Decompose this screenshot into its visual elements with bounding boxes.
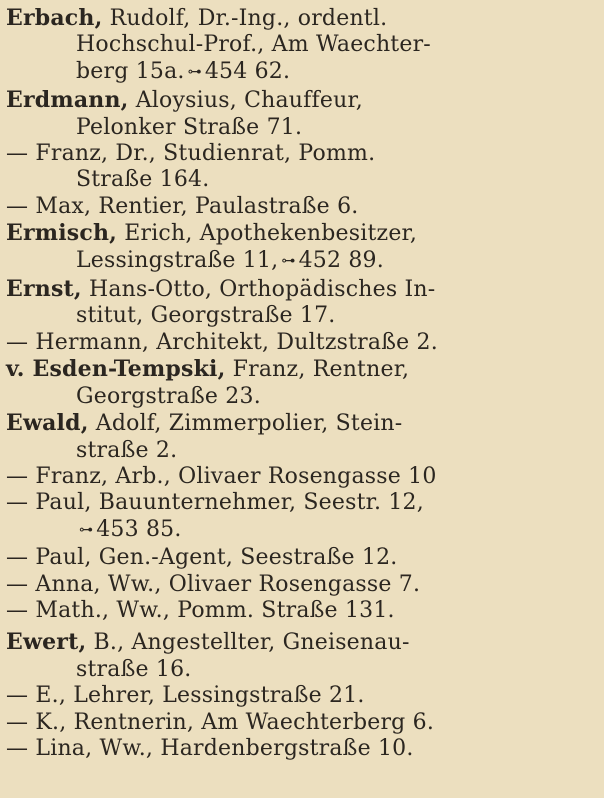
directory-entry <box>6 545 594 571</box>
entry-text: — Franz, Arb., Olivaer Rosengasse 10 <box>6 463 437 489</box>
entry-text: Franz, Rentner, <box>225 357 410 383</box>
entry-text: — Paul, Gen.-Agent, Seestraße 12. <box>6 545 398 571</box>
entry-line <box>6 141 594 167</box>
entry-line <box>6 545 594 571</box>
entry-text: Pelonker Straße 71. <box>76 114 303 140</box>
entry-continuation-line <box>6 438 594 464</box>
directory-entry <box>6 276 594 330</box>
directory-entry <box>6 356 594 410</box>
directory-entry <box>6 5 594 87</box>
directory-entry <box>6 220 594 276</box>
entry-line <box>6 683 594 709</box>
entry-continuation-line <box>6 517 594 545</box>
entry-text: Adolf, Zimmerpolier, Stein- <box>88 411 403 437</box>
entry-line <box>6 710 594 736</box>
entry-line <box>6 736 594 762</box>
entry-text: — Max, Rentier, Paulastraße 6. <box>6 193 359 219</box>
entry-text: Straße 164. <box>76 167 210 193</box>
entry-line <box>6 87 594 114</box>
directory-entry <box>6 87 594 141</box>
phone-number: 452 89. <box>298 247 384 273</box>
directory-entry <box>6 710 594 736</box>
entry-line <box>6 220 594 247</box>
entry-text: — E., Lehrer, Lessingstraße 21. <box>6 683 365 709</box>
entry-line <box>6 330 594 356</box>
entry-text: straße 2. <box>76 437 178 463</box>
entry-line <box>6 410 594 437</box>
entry-continuation-line <box>6 32 594 58</box>
entry-text: — Anna, Ww., Olivaer Rosengasse 7. <box>6 571 421 597</box>
directory-entry <box>6 141 594 194</box>
entry-text: — Lina, Ww., Hardenbergstraße 10. <box>6 735 414 761</box>
directory-entry <box>6 629 594 683</box>
entry-text: — Franz, Dr., Studienrat, Pomm. <box>6 141 376 167</box>
entry-text: straße 16. <box>76 656 192 682</box>
entry-line <box>6 490 594 516</box>
directory-entry <box>6 194 594 220</box>
directory-entry <box>6 330 594 356</box>
entry-continuation-line <box>6 384 594 410</box>
surname: Ernst, <box>6 276 82 303</box>
entry-continuation-line <box>6 248 594 276</box>
entry-text: — K., Rentnerin, Am Waechterberg 6. <box>6 709 435 735</box>
directory-entry <box>6 490 594 545</box>
directory-entry <box>6 410 594 464</box>
surname: Ewald, <box>6 410 89 437</box>
entry-text: Erich, Apothekenbesitzer, <box>117 221 418 247</box>
surname: v. Esden-Tempski, <box>6 356 226 383</box>
directory-entry <box>6 464 594 490</box>
entry-text: Lessingstraße 11, <box>76 247 279 273</box>
directory-entry <box>6 598 594 624</box>
surname: Erdmann, <box>6 87 129 114</box>
surname: Ermisch, <box>6 220 118 247</box>
entry-text: Hans-Otto, Orthopädisches In- <box>81 277 436 303</box>
entry-line <box>6 356 594 383</box>
telephone-icon: ⊶ <box>79 521 94 538</box>
entry-line <box>6 572 594 598</box>
telephone-icon: ⊶ <box>281 252 296 269</box>
entry-text: stitut, Georgstraße 17. <box>76 303 336 329</box>
surname: Ewert, <box>6 629 87 656</box>
entry-continuation-line <box>6 59 594 87</box>
phone-number: 454 62. <box>204 58 291 84</box>
entry-text: — Math., Ww., Pomm. Straße 131. <box>6 597 395 623</box>
telephone-icon: ⊶ <box>187 63 202 80</box>
entry-line <box>6 464 594 490</box>
entry-continuation-line <box>6 115 594 141</box>
entry-text: Rudolf, Dr.-Ing., ordentl. <box>102 6 388 31</box>
entry-text: Aloysius, Chauffeur, <box>128 88 363 114</box>
phone-number: 453 85. <box>96 516 182 542</box>
entry-line <box>6 276 594 303</box>
entry-continuation-line <box>6 167 594 193</box>
entry-line <box>6 194 594 220</box>
directory-entry <box>6 572 594 598</box>
entry-text: berg 15a. <box>76 58 185 84</box>
entry-text: — Hermann, Architekt, Dultzstraße 2. <box>6 329 438 355</box>
entry-line <box>6 5 594 32</box>
entry-text: — Paul, Bauunternehmer, Seestr. 12, <box>6 490 424 516</box>
entry-text: Georgstraße 23. <box>76 383 261 409</box>
entry-continuation-line <box>6 657 594 683</box>
entry-text: Hochschul-Prof., Am Waechter- <box>76 32 431 58</box>
directory-entry <box>6 736 594 762</box>
entry-text: B., Angestellter, Gneisenau- <box>86 630 410 656</box>
entry-line <box>6 598 594 624</box>
surname: Erbach, <box>6 5 103 31</box>
entry-line <box>6 629 594 656</box>
directory-entry <box>6 683 594 709</box>
entry-continuation-line <box>6 303 594 329</box>
